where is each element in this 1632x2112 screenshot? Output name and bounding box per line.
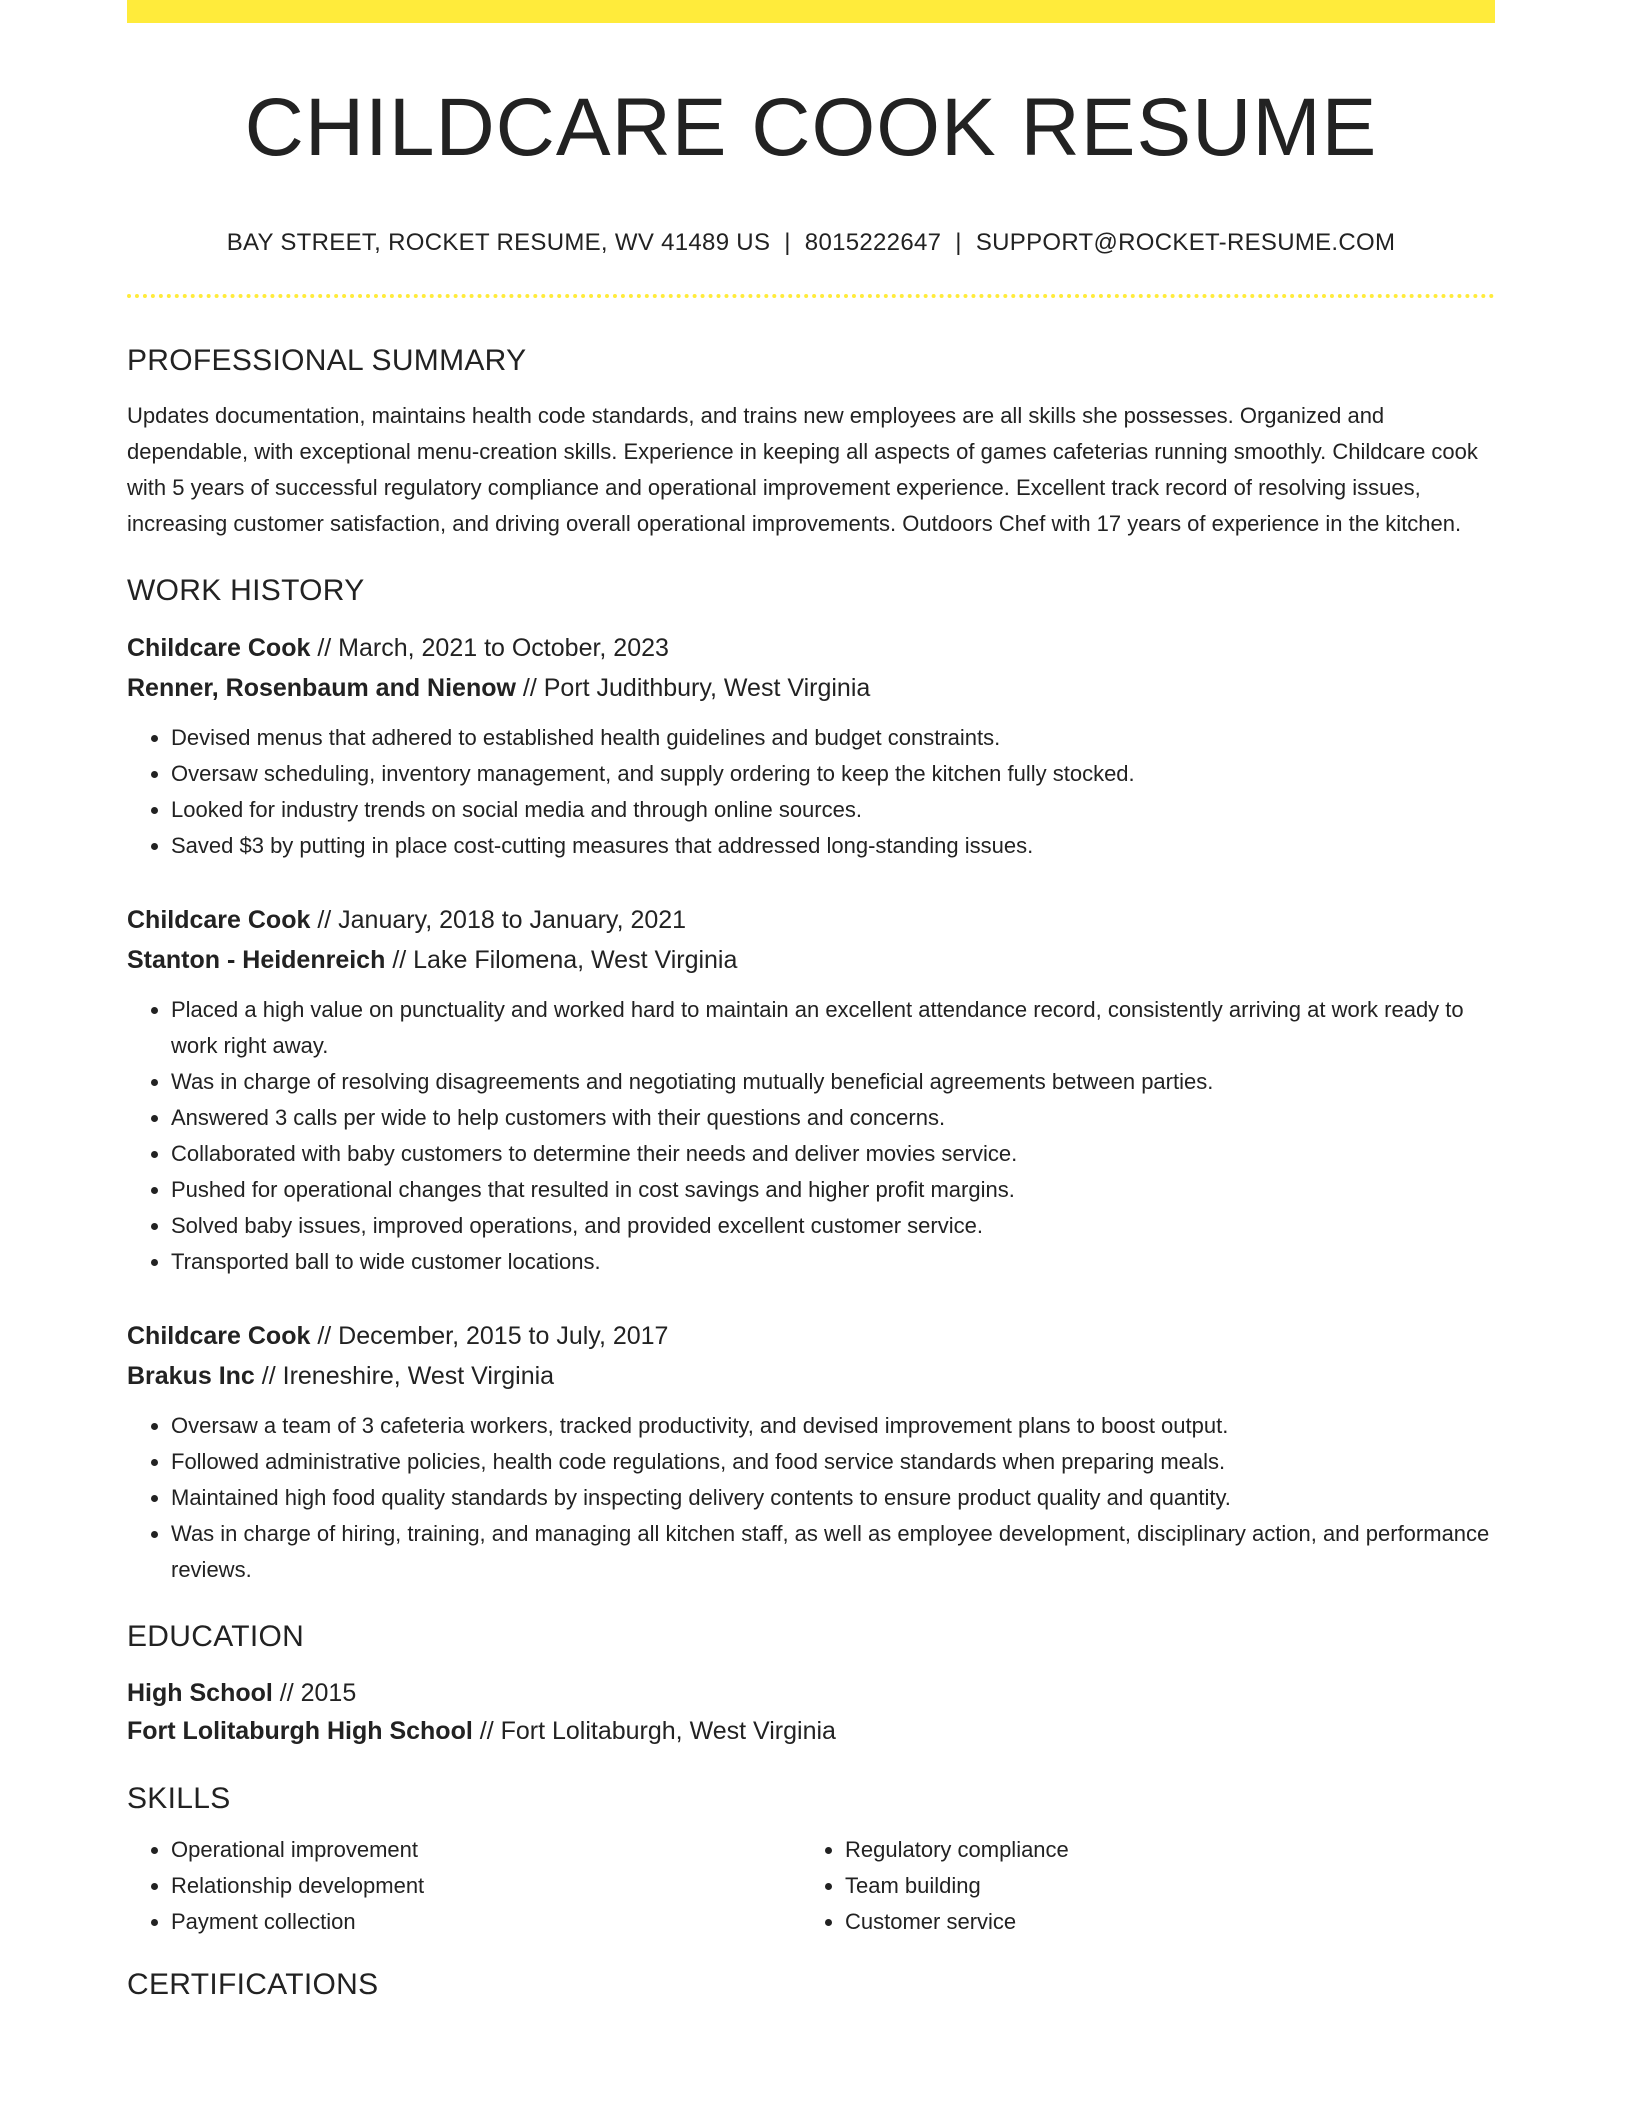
contact-line [127, 229, 1495, 257]
job-location: // Port Judithbury, West Virginia [515, 674, 871, 703]
job-bullet: • Oversaw scheduling, inventory management, and supply ordering to keep the kitchen fully stocked. [171, 756, 1495, 792]
job-bullet: • Devised menus that adhered to established health guidelines and budget constraints. [171, 720, 1495, 756]
education-degree: High School [127, 1679, 273, 1708]
job-bullet: • Followed administrative policies, health code regulations, and food service standards when preparing meals. [171, 1444, 1495, 1480]
education-location: // Fort Lolitaburgh, West Virginia [472, 1717, 836, 1746]
job-location: // Ireneshire, West Virginia [254, 1362, 555, 1391]
job-company: Renner, Rosenbaum and Nienow [127, 674, 516, 703]
job-title-line [127, 900, 1495, 940]
job-company-line [127, 940, 1495, 980]
job-dates: // January, 2018 to January, 2021 [310, 906, 687, 935]
section-heading-certifications: CERTIFICATIONS [127, 1968, 379, 2002]
job-bullet: • Placed a high value on punctuality and worked hard to maintain an excellent attendance record, consistently arriving at work ready to work right away. [171, 992, 1495, 1064]
skill-item: • Team building [845, 1868, 1475, 1904]
dotted-divider [127, 294, 1495, 298]
resume-title: CHILDCARE COOK RESUME [244, 82, 1378, 173]
education-school-line [127, 1712, 1495, 1750]
job-title-line [127, 628, 1495, 668]
education-entry [127, 1674, 1495, 1750]
job-title: Childcare Cook [127, 1322, 311, 1351]
education-degree-line [127, 1674, 1495, 1712]
section-heading-summary: PROFESSIONAL SUMMARY [127, 344, 527, 378]
job-bullet: • Was in charge of resolving disagreements and negotiating mutually beneficial agreements between parties. [171, 1064, 1495, 1100]
education-year: // 2015 [272, 1679, 357, 1708]
job-bullet: • Oversaw a team of 3 cafeteria workers, tracked productivity, and devised improvement plans to boost output. [171, 1408, 1495, 1444]
job-company-line [127, 1356, 1495, 1396]
job-bullets [127, 720, 1495, 864]
job-bullet: • Looked for industry trends on social media and through online sources. [171, 792, 1495, 828]
job-bullets [127, 1408, 1495, 1588]
skills-column-right [801, 1832, 1475, 1940]
job-bullet: • Pushed for operational changes that resulted in cost savings and higher profit margins. [171, 1172, 1495, 1208]
job-bullet: • Answered 3 calls per wide to help customers with their questions and concerns. [171, 1100, 1495, 1136]
job-entry [127, 628, 1495, 864]
job-title: Childcare Cook [127, 634, 311, 663]
job-company-line [127, 668, 1495, 708]
job-location: // Lake Filomena, West Virginia [385, 946, 738, 975]
contact-phone: 8015222647 [804, 229, 942, 257]
job-dates: // March, 2021 to October, 2023 [310, 634, 669, 663]
job-bullets [127, 992, 1495, 1280]
job-company: Brakus Inc [127, 1362, 255, 1391]
job-dates: // December, 2015 to July, 2017 [310, 1322, 669, 1351]
job-company: Stanton - Heidenreich [127, 946, 386, 975]
skill-item: • Operational improvement [171, 1832, 801, 1868]
job-bullet: • Saved $3 by putting in place cost-cutting measures that addressed long-standing issues. [171, 828, 1495, 864]
skill-item: • Regulatory compliance [845, 1832, 1475, 1868]
contact-separator: | [784, 229, 791, 257]
job-entry [127, 900, 1495, 1280]
job-bullet: • Maintained high food quality standards by inspecting delivery contents to ensure product quality and quantity. [171, 1480, 1495, 1516]
section-heading-skills: SKILLS [127, 1782, 231, 1816]
summary-text: Updates documentation, maintains health code standards, and trains new employees are all skills she possesses. Organized and dependable, with exceptional menu-creation skills. Experience in keeping all aspects of games cafeterias running smoothly. Childcare cook with 5 years of successful regulatory compliance and operational improvement experience. Excellent track record of resolving issues, increasing customer satisfaction, and driving overall operational improvements. Outdoors Chef with 17 years of experience in the kitchen. [127, 403, 1478, 537]
education-school: Fort Lolitaburgh High School [127, 1717, 473, 1746]
skill-item: • Payment collection [171, 1904, 801, 1940]
section-heading-education: EDUCATION [127, 1620, 305, 1654]
resume-page [127, 0, 1495, 2002]
job-bullet: • Collaborated with baby customers to determine their needs and deliver movies service. [171, 1136, 1495, 1172]
skill-item: • Relationship development [171, 1868, 801, 1904]
job-bullet: • Transported ball to wide customer locations. [171, 1244, 1495, 1280]
job-title: Childcare Cook [127, 906, 311, 935]
contact-separator: | [955, 229, 962, 257]
contact-email: SUPPORT@ROCKET-RESUME.COM [975, 229, 1396, 257]
section-heading-work-history: WORK HISTORY [127, 574, 365, 608]
job-title-line [127, 1316, 1495, 1356]
job-bullet: • Solved baby issues, improved operations, and provided excellent customer service. [171, 1208, 1495, 1244]
contact-address: BAY STREET, ROCKET RESUME, WV 41489 US [226, 229, 771, 257]
accent-top-bar [127, 0, 1495, 23]
skills-grid [127, 1832, 1495, 1940]
job-bullet: • Was in charge of hiring, training, and managing all kitchen staff, as well as employee development, disciplinary action, and performance reviews. [171, 1516, 1495, 1588]
job-entry [127, 1316, 1495, 1588]
skill-item: • Customer service [845, 1904, 1475, 1940]
skills-column-left [127, 1832, 801, 1940]
